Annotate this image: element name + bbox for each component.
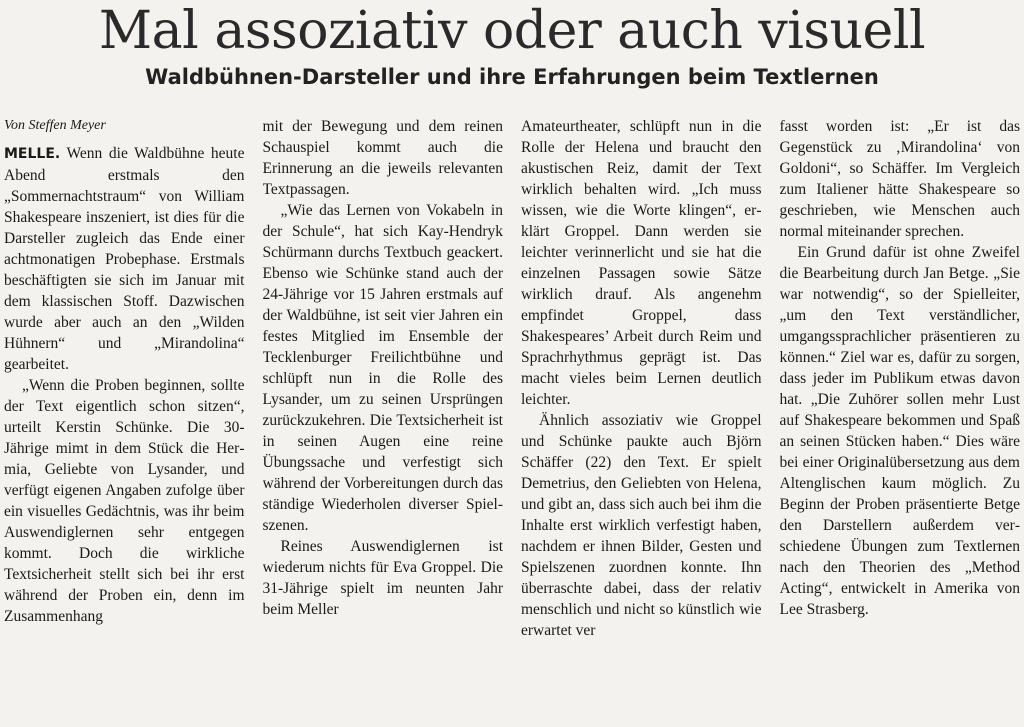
article-column-1 — [4, 116, 245, 727]
article-column-4 — [780, 116, 1021, 727]
article-column-2 — [263, 116, 504, 727]
article-paragraph: Ähnlich assoziativ wie Groppel und Schünke paukte auch Björn Schäffer (22) den Text. Er spielt Demetrius, den Geliebten von Helena, und gibt an, dass sich auch bei ihm die Inhalte erst wirklich verfestigt haben, nachdem er ihnen Bilder, Gesten und Spielszenen zuordnen konnte. Ihn überraschte dabei, dass der relativ menschlich und nicht so künstlich wie erwartet ver — [521, 412, 762, 639]
article-paragraph: „Wie das Lernen von Vokabeln in der Schule“, hat sich Kay-Hendryk Schürmann durchs Textbuch geackert. Ebenso wie Schünke stand auch der 24-Jährige vor 15 Jahren erstmals auf der Waldbühne, ist seit vier Jahren ein festes Mitglied im Ensemble der Tecklenburger Freilichtbühne und schlüpft nun in die Rolle des Lysander, um zu seinen Ursprüngen zurückzukehren. Die Textsicherheit ist in seinen Augen eine reine Übungssache und verfestigt sich während der Vorbereitungen durch das ständige Wiederholen diverser Spielszenen. — [262, 202, 503, 534]
article-byline: Von Steffen Meyer — [4, 118, 106, 133]
article-body — [4, 116, 1020, 727]
article-paragraph — [4, 143, 245, 375]
article-paragraph: mit der Bewegung und dem reinen Schauspiel kommt auch die Erinnerung an die jeweils relevanten Textpassagen. — [262, 118, 503, 198]
article-column-3 — [521, 116, 762, 727]
article-paragraph: „Wenn die Proben beginnen, sollte der Text eigentlich schon sitzen“, urteilt Kerstin Schünke. Die 30-Jährige mimt in dem Stück die Hermia, Geliebte von Lysander, und verfügt eigenen Angaben zufolge über ein visuelles Gedächtnis, was ihr beim Auswendiglernen sehr entgegen kommt. Doch die wirkliche Textsicherheit stellt sich bei ihr erst während der Proben ein, denn im Zusammenhang — [4, 377, 245, 625]
article-paragraph: fasst worden ist: „Er ist das Gegenstück zu ‚Mirandolina‘ von Goldoni“, so Schäffer. Im Vergleich zum Italiener hätte Shakespeare so geschrieben, wie Menschen auch normal miteinander sprechen. — [779, 118, 1020, 240]
article-subheadline: Waldbühnen-Darsteller und ihre Erfahrungen beim Textlernen — [145, 65, 879, 89]
article-paragraph: Amateurtheater, schlüpft nun in die Rolle der Helena und braucht den akustischen Reiz, damit der Text wirklich behalten wird. „Ich muss wissen, wie die Worte klingen“, erklärt Groppel. Dann werden sie leichter verinnerlicht und sie hat die einzelnen Passagen sowie Sätze wirklich drauf. Als angenehm empfindet Groppel, dass Shakespeares’ Arbeit durch Reim und Sprachrhythmus geprägt ist. Das macht vieles beim Lernen deutlich leichter. — [521, 118, 762, 408]
article-headline: Mal assoziativ oder auch visuell — [98, 1, 926, 61]
article-paragraph: Ein Grund dafür ist ohne Zweifel die Bearbeitung durch Jan Betge. „Sie war notwendig“, so der Spielleiter, „um den Text verständlicher, umgangssprachlicher präsentieren zu können.“ Ziel war es, dafür zu sorgen, dass jeder im Publikum etwas davon hat. „Die Zuhörer sollen mehr Lust auf Shakespeare bekommen und Spaß an seinen Stücken haben.“ Dies wäre bei einer Originalübersetzung aus dem Altenglischen kaum möglich. Zu Beginn der Proben präsentierte Betge den Darstellern außerdem verschiedene Übungen zum Textlernen nach den Theorien des „Method Acting“, entwickelt in Amerika von Lee Strasberg. — [779, 244, 1020, 618]
article-paragraph: Reines Auswendiglernen ist wiederum nichts für Eva Groppel. Die 31-Jährige spielt im neunten Jahr beim Meller — [262, 538, 503, 618]
paragraph-text: Wenn die Waldbühne heute Abend erstmals den „Sommernachtstraum“ von William Shakespeare inszeniert, ist dies für die Darsteller zugleich das Ende einer achtmonatigen Probephase. Erstmals beschäftigten sie sich im Januar mit dem klassischen Stoff. Dazwischen wurde aber auch an den „Wilden Hühnern“ und „Mirandolina“ gearbeitet. — [4, 145, 245, 373]
article-dateline: MELLE. — [4, 146, 61, 162]
